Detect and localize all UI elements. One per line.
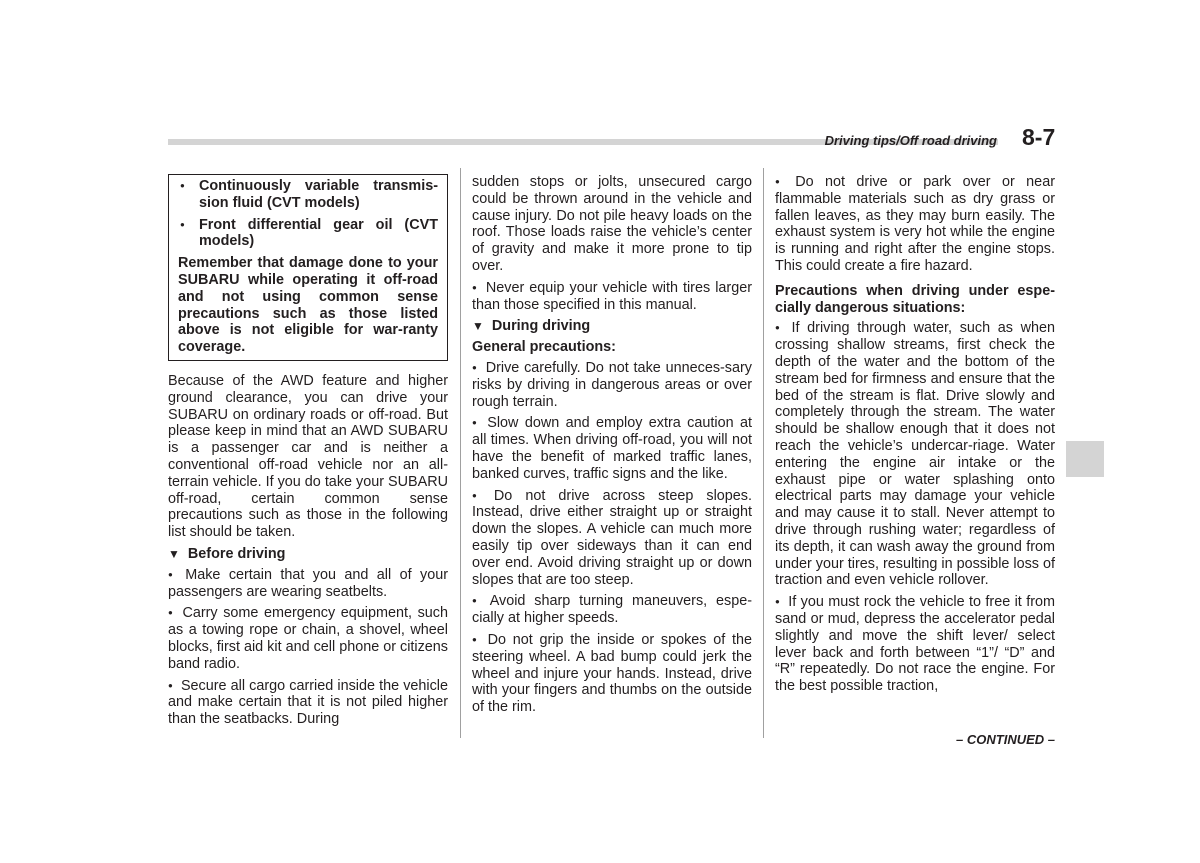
before-driving-heading (168, 546, 448, 563)
general-precautions-heading: General precautions: (472, 339, 616, 356)
chapter-tab (1066, 441, 1104, 477)
bullet-icon: ● (472, 634, 480, 644)
list-item (472, 488, 752, 589)
bullet-icon: ● (168, 569, 178, 579)
page-number: 8-7 (1022, 124, 1056, 150)
list-item (472, 415, 752, 482)
list-item (472, 360, 752, 410)
list-item (472, 280, 752, 314)
bullet-icon: ● (180, 219, 185, 229)
paragraph-text: If you must rock the vehicle to free it from sand or mud, depress the accelerator pedal slightly and move the shift lever/ select lever back and forth between “1”/ “D” and “R” repeatedly. Do not race the engine. For the best possible traction, (775, 594, 1055, 695)
list-item (168, 567, 448, 601)
intro-paragraph: Because of the AWD feature and higher ground clearance, you can drive your SUBARU on ordinary roads or off-road. But please keep in mind that an AWD SUBARU is a passenger car and is neither a conventional off-road vehicle nor an all-terrain vehicle. If you do take your SUBARU off-road, certain common sense precautions such as those in the following list should be taken. (168, 372, 448, 541)
paragraph-text: Slow down and employ extra caution at all times. When driving off-road, you will not have the benefit of marked traffic lanes, banked curves, traffic signs and the like. (472, 415, 752, 482)
list-item (775, 174, 1055, 275)
column-divider (763, 168, 764, 738)
list-item (472, 632, 752, 716)
list-item (472, 593, 752, 627)
column-divider (460, 168, 461, 738)
paragraph-text: Secure all cargo carried inside the vehicle and make certain that it is not piled higher than the seatbacks. During (168, 677, 448, 728)
paragraph-text: Carry some emergency equipment, such as a towing rope or chain, a shovel, wheel blocks, first aid kit and cell phone or citizens band radio. (168, 605, 448, 672)
list-item (775, 320, 1055, 589)
bullet-icon: ● (775, 177, 788, 186)
bullet-icon: ● (180, 181, 185, 190)
bullet-icon: ● (472, 362, 478, 372)
triangle-icon: ▼ (168, 546, 180, 561)
column-3 (775, 174, 1055, 700)
paragraph-text: Do not drive across steep slopes. Instead, drive either straight up or straight down the slopes. A vehicle can much more easily tip over sideways than it can end over end. Avoid driving straight up or down slopes that are too steep. (472, 487, 752, 588)
paragraph-text: Make certain that you and all of your passengers are wearing seatbelts. (168, 566, 448, 600)
notice-bullet-1: Continuously variable transmis-sion fluid (CVT models) (199, 178, 438, 211)
bullet-icon: ● (472, 596, 482, 606)
bullet-icon: ● (168, 680, 173, 690)
paragraph-text: Drive carefully. Do not take unneces-sary risks by driving in dangerous areas or over rough terrain. (472, 359, 752, 410)
bullet-icon: ● (472, 418, 480, 428)
paragraph-text: Never equip your vehicle with tires larger than those specified in this manual. (472, 279, 752, 313)
column-1 (168, 174, 448, 733)
bullet-icon: ● (168, 608, 175, 618)
during-driving-heading (472, 318, 752, 335)
bullet-icon: ● (472, 490, 486, 500)
bullet-icon: ● (472, 282, 478, 292)
list-item (178, 178, 438, 212)
notice-bullet-2: Front differential gear oil (CVT models) (199, 216, 438, 250)
heading-text: Before driving (187, 545, 286, 562)
section-title: Driving tips/Off road driving (824, 133, 997, 148)
list-item (168, 678, 448, 728)
continued-paragraph: sudden stops or jolts, unsecured cargo could be thrown around in the vehicle and cause injury. Do not pile heavy loads on the roof. Those loads raise the vehicle’s center of gravity and make it more prone to tip over. (472, 174, 752, 274)
list-item (178, 217, 438, 251)
paragraph-text: Do not grip the inside or spokes of the steering wheel. A bad bump could jerk the wheel and injure your hands. Instead, drive with your fingers and thumbs on the outside of the rim. (472, 631, 752, 716)
paragraph-text: Do not drive or park over or near flammable materials such as dry grass or fallen leaves, as they may burn easily. The exhaust system is very hot while the engine is running and right after the engine stops. This could create a fire hazard. (775, 174, 1055, 274)
paragraph-text: Avoid sharp turning maneuvers, espe-cially at higher speeds. (472, 593, 752, 627)
notice-text: Remember that damage done to your SUBARU while operating it off-road and not using common sense precautions such as those listed above is not eligible for war-ranty coverage. (178, 255, 438, 356)
heading-text: During driving (491, 318, 591, 335)
column-2 (472, 174, 752, 721)
bullet-icon: ● (775, 323, 784, 333)
notice-box (168, 174, 448, 361)
list-item (775, 594, 1055, 695)
bullet-icon: ● (775, 597, 781, 607)
continued-label: – CONTINUED – (956, 732, 1055, 747)
dangerous-situations-heading: Precautions when driving under espe-cially dangerous situations: (775, 282, 1055, 316)
paragraph-text: If driving through water, such as when crossing shallow streams, first check the depth of the water and the bottom of the stream bed for firmness and ensure that the bed of the stream is flat. Drive slowly and completely through the stream. The water should be shallow enough that it does not reach the vehicle’s undercar-riage. Water entering the engine air intake or the exhaust pipe or water splashing onto electrical parts may damage your vehicle and may cause it to stall. Never attempt to drive through rushing water; regardless of its depth, it can wash away the ground from under your tires, resulting in possible loss of traction and even vehicle rollover. (775, 320, 1056, 589)
triangle-icon: ▼ (472, 319, 484, 334)
list-item (168, 605, 448, 672)
